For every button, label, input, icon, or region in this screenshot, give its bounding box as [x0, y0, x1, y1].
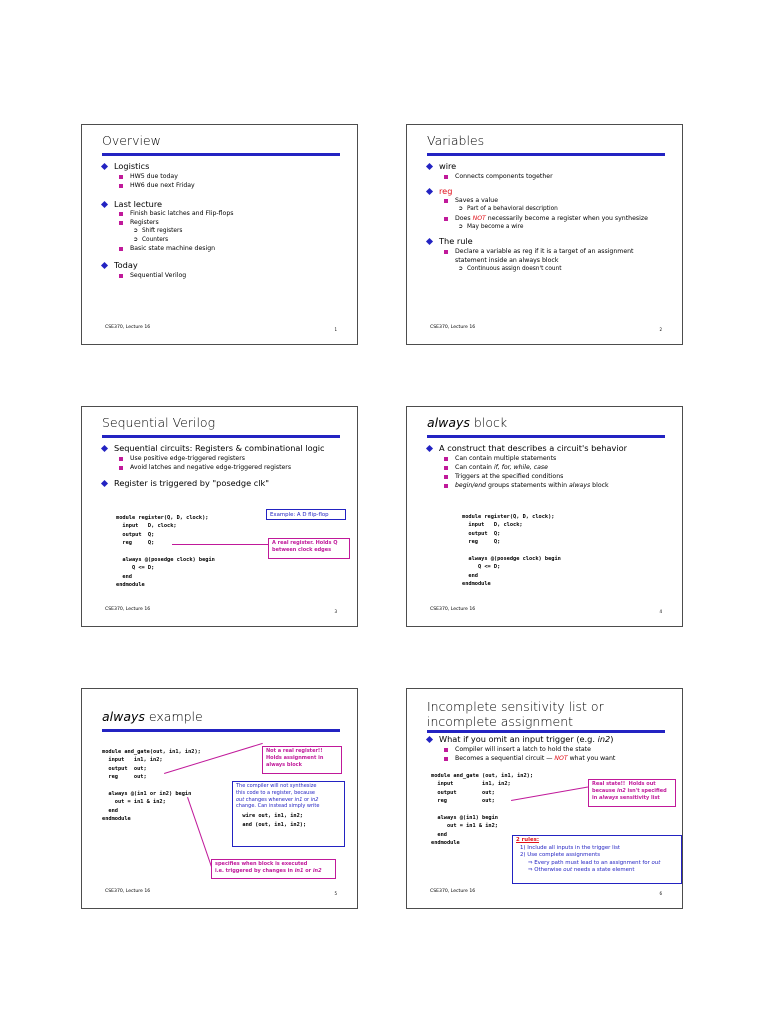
- sub-sub-bullet: ➲ Counters: [133, 235, 169, 243]
- slide-always-example: [81, 688, 358, 909]
- note-real-register: A real register. Holds Q between clock edges: [268, 538, 350, 559]
- bullet-today: Today: [100, 260, 346, 271]
- page-number: 6: [659, 891, 662, 896]
- title-rule: [427, 153, 665, 156]
- bullet-sequential-circuits: Sequential circuits: Registers & combinational logic: [100, 443, 346, 454]
- sub-sub-bullet: ➲ Continuous assign doesn't count: [458, 264, 562, 272]
- curved-arrow-icon: ➲: [458, 222, 464, 230]
- sub-bullet: Does NOT necessarily become a register when you synthesize: [425, 214, 671, 223]
- sub-bullet: Finish basic latches and Flip-flops: [100, 209, 346, 218]
- diamond-bullet-icon: [101, 479, 108, 486]
- slide-title: Incomplete sensitivity list or incomplete assignment: [427, 699, 604, 729]
- note-two-rules: 2 rules: 1) Include all inputs in the trigger list 2) Use complete assignments ⇒ Every path must lead to an assignment for out ⇒ Otherwise out needs a state element: [512, 835, 682, 884]
- slide-footer: CSE370, Lecture 16: [105, 607, 151, 612]
- square-bullet-icon: [119, 247, 123, 251]
- curved-arrow-icon: ➲: [458, 264, 464, 272]
- sub-bullet: Connects components together: [425, 172, 671, 181]
- leader-line: [172, 544, 268, 545]
- sub-bullet: Declare a variable as reg if it is a target of an assignment statement inside an always block: [425, 247, 645, 265]
- sub-bullet: Avoid latches and negative edge-triggered registers: [100, 463, 346, 472]
- note-example: Example: A D flip-flop: [266, 509, 346, 520]
- diamond-bullet-icon: [426, 736, 433, 743]
- diamond-bullet-icon: [426, 163, 433, 170]
- sub-bullet: Can contain if, for, while, case: [425, 463, 671, 472]
- bullet-omit-input: What if you omit an input trigger (e.g. in2): [425, 734, 671, 745]
- square-bullet-icon: [119, 457, 123, 461]
- bullet-last-lecture: Last lecture: [100, 199, 346, 210]
- diamond-bullet-icon: [426, 238, 433, 245]
- square-bullet-icon: [444, 484, 448, 488]
- diamond-bullet-icon: [101, 262, 108, 269]
- page-number: 1: [334, 327, 337, 332]
- sub-bullet: Saves a value: [425, 196, 671, 205]
- square-bullet-icon: [119, 184, 123, 188]
- bullet-logistics: Logistics: [100, 161, 346, 172]
- note-not-real-register: Not a real register!! Holds assignment in always block: [262, 746, 342, 774]
- square-bullet-icon: [444, 748, 448, 752]
- sub-bullet: Triggers at the specified conditions: [425, 472, 671, 481]
- title-rule: [102, 153, 340, 156]
- note-compiler: The compiler will not synthesize this code to a register, because out changes whenever in1 or in2 change. Can instead simply write wire out, in1, in2; and (out, in1, in2);: [232, 781, 345, 847]
- sub-bullet: Use positive edge-triggered registers: [100, 454, 346, 463]
- square-bullet-icon: [444, 466, 448, 470]
- square-bullet-icon: [119, 466, 123, 470]
- slide-footer: CSE370, Lecture 16: [430, 607, 476, 612]
- slide-incomplete-sensitivity: [406, 688, 683, 909]
- sub-sub-bullet: ➲ Part of a behavioral description: [458, 205, 558, 212]
- slide-footer: CSE370, Lecture 16: [105, 889, 151, 894]
- page-number: 3: [334, 609, 337, 614]
- sub-bullet: Can contain multiple statements: [425, 454, 671, 463]
- code-block: module register(Q, D, clock); input D, clock; output Q; reg Q; always @(posedge clock) begin Q <= D; end endmodule: [116, 515, 215, 589]
- slide-overview: [81, 124, 358, 345]
- title-rule: [427, 435, 665, 438]
- diamond-bullet-icon: [426, 187, 433, 194]
- slide-title: Overview: [102, 133, 161, 148]
- slide-title: always block: [427, 415, 508, 430]
- sub-bullet: begin/end groups statements within always block: [425, 481, 671, 490]
- sub-sub-bullet: ➲ May become a wire: [458, 222, 524, 230]
- page-number: 4: [659, 609, 662, 614]
- square-bullet-icon: [119, 175, 123, 179]
- slide-sequential-verilog: [81, 406, 358, 627]
- note-real-state: Real state!! Holds out because in2 isn't specified in always sensitivity list: [588, 779, 676, 807]
- curved-arrow-icon: ➲: [133, 227, 139, 234]
- sub-bullet: Basic state machine design: [100, 244, 346, 253]
- title-rule: [102, 729, 340, 732]
- slide-title: always example: [102, 709, 203, 724]
- code-block: module and_gate (out, in1, in2); input in1, in2; output out; reg out; always @(in1) begin out = in1 & in2; end endmodule: [431, 773, 534, 847]
- square-bullet-icon: [444, 475, 448, 479]
- sub-bullet: HW5 due today: [100, 172, 346, 181]
- diamond-bullet-icon: [101, 163, 108, 170]
- sub-bullet: Compiler will insert a latch to hold the state: [425, 745, 671, 754]
- code-block: module and_gate(out, in1, in2); input in1, in2; output out; reg out; always @(in1 or in2) begin out = in1 & in2; end endmodule: [102, 749, 201, 823]
- square-bullet-icon: [444, 217, 448, 221]
- sub-bullet: Sequential Verilog: [100, 271, 346, 280]
- bullet-register-triggered: Register is triggered by "posedge clk": [100, 478, 346, 489]
- curved-arrow-icon: ➲: [133, 235, 139, 243]
- curved-arrow-icon: ➲: [458, 205, 464, 212]
- diamond-bullet-icon: [426, 445, 433, 452]
- square-bullet-icon: [119, 221, 123, 225]
- sub-sub-bullet: ➲ Shift registers: [133, 227, 183, 234]
- page-number: 2: [659, 327, 662, 332]
- square-bullet-icon: [444, 175, 448, 179]
- slide-always-block: [406, 406, 683, 627]
- diamond-bullet-icon: [101, 200, 108, 207]
- sub-bullet: HW6 due next Friday: [100, 181, 346, 190]
- square-bullet-icon: [119, 274, 123, 278]
- slide-footer: CSE370, Lecture 16: [430, 325, 476, 330]
- sub-bullet: Becomes a sequential circuit — NOT what you want: [425, 754, 671, 763]
- square-bullet-icon: [444, 199, 448, 203]
- slide-title: Variables: [427, 133, 485, 148]
- title-rule: [427, 730, 665, 733]
- slide-footer: CSE370, Lecture 16: [105, 325, 151, 330]
- bullet-reg: reg: [425, 186, 671, 197]
- square-bullet-icon: [444, 757, 448, 761]
- title-rule: [102, 435, 340, 438]
- page-number: 5: [334, 891, 337, 896]
- bullet-wire: wire: [425, 161, 671, 172]
- diamond-bullet-icon: [101, 445, 108, 452]
- slide-title: Sequential Verilog: [102, 415, 216, 430]
- square-bullet-icon: [119, 212, 123, 216]
- sub-bullet: Registers: [100, 218, 346, 227]
- bullet-construct: A construct that describes a circuit's behavior: [425, 443, 671, 454]
- bullet-the-rule: The rule: [425, 236, 671, 247]
- square-bullet-icon: [444, 250, 448, 254]
- code-block: module register(Q, D, clock); input D, clock; output Q; reg Q; always @(posedge clock) begin Q <= D; end endmodule: [462, 514, 561, 588]
- note-specifies-when: specifies when block is executed i.e. triggered by changes in in1 or in2: [211, 859, 336, 879]
- slide-variables: [406, 124, 683, 345]
- slide-footer: CSE370, Lecture 16: [430, 889, 476, 894]
- square-bullet-icon: [444, 457, 448, 461]
